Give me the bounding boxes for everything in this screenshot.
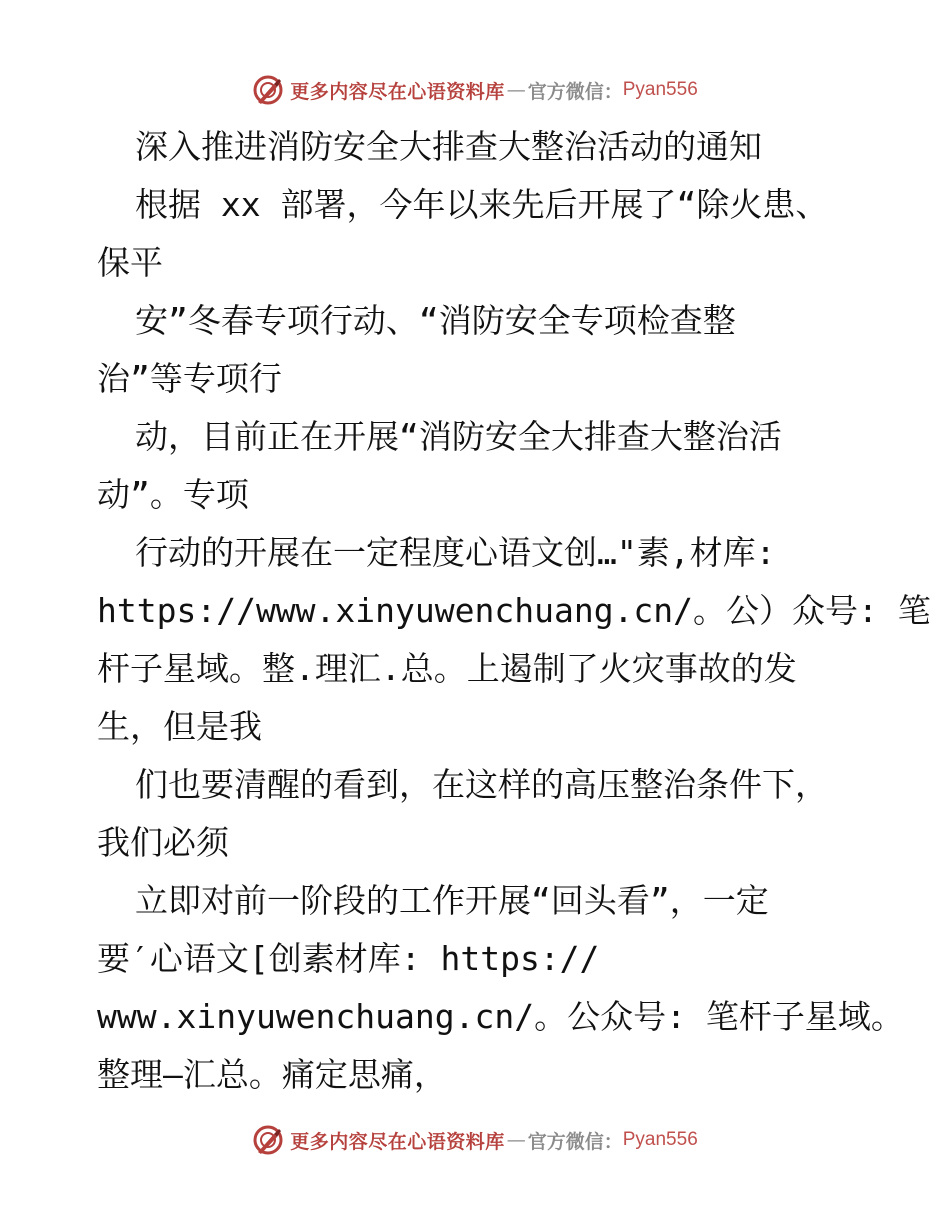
- footer-banner-title: 更多内容尽在心语资料库: [290, 1130, 505, 1153]
- doc-line: 们也要清醒的看到，在这样的高压整治条件下，: [135, 765, 828, 804]
- document-body: [97, 118, 931, 1104]
- doc-line: 生，但是我: [97, 707, 262, 746]
- doc-title: 深入推进消防安全大排查大整治活动的通知: [135, 127, 762, 166]
- header-banner-title: 更多内容尽在心语资料库: [290, 80, 505, 103]
- doc-line: 安”冬春专项行动、“消防安全专项检查整: [135, 301, 736, 340]
- doc-line: 动”。专项: [97, 475, 249, 514]
- doc-line: www.xinyuwenchuang.cn/。公众号: 笔杆子星域。: [97, 997, 904, 1036]
- doc-line: 我们必须: [97, 823, 229, 862]
- doc-line: 杆子星域。整.理汇.总。上遏制了火灾事故的发: [97, 649, 797, 688]
- doc-line: 根据 xx 部署，今年以来先后开展了“除火患、: [135, 185, 829, 224]
- header-banner-wechat-label: 官方微信：: [527, 80, 623, 103]
- footer-banner: [0, 1120, 950, 1160]
- header-banner-separator: —: [506, 79, 526, 101]
- pen-logo-icon: [252, 74, 284, 106]
- doc-line: 要′心语文[创素材库: https://: [97, 939, 600, 978]
- pen-logo-icon: [252, 1124, 284, 1156]
- doc-line: 动，目前正在开展“消防安全大排查大整治活: [135, 417, 782, 456]
- doc-line: 整理—汇总。痛定思痛，: [97, 1055, 447, 1094]
- footer-banner-separator: —: [506, 1129, 526, 1151]
- footer-banner-wechat-id: Pyan556: [622, 1129, 698, 1150]
- doc-line: 行动的开展在一定程度心语文创…"素,材库:: [135, 533, 776, 572]
- footer-banner-wechat-label: 官方微信：: [527, 1130, 623, 1153]
- doc-line: https://www.xinyuwenchuang.cn/。公）众号: 笔: [97, 591, 931, 630]
- doc-line: 立即对前一阶段的工作开展“回头看”，一定: [135, 881, 769, 920]
- header-banner-wechat-id: Pyan556: [622, 79, 698, 100]
- header-banner: [0, 70, 950, 110]
- doc-line: 治”等专项行: [97, 359, 282, 398]
- doc-line: 保平: [97, 243, 163, 282]
